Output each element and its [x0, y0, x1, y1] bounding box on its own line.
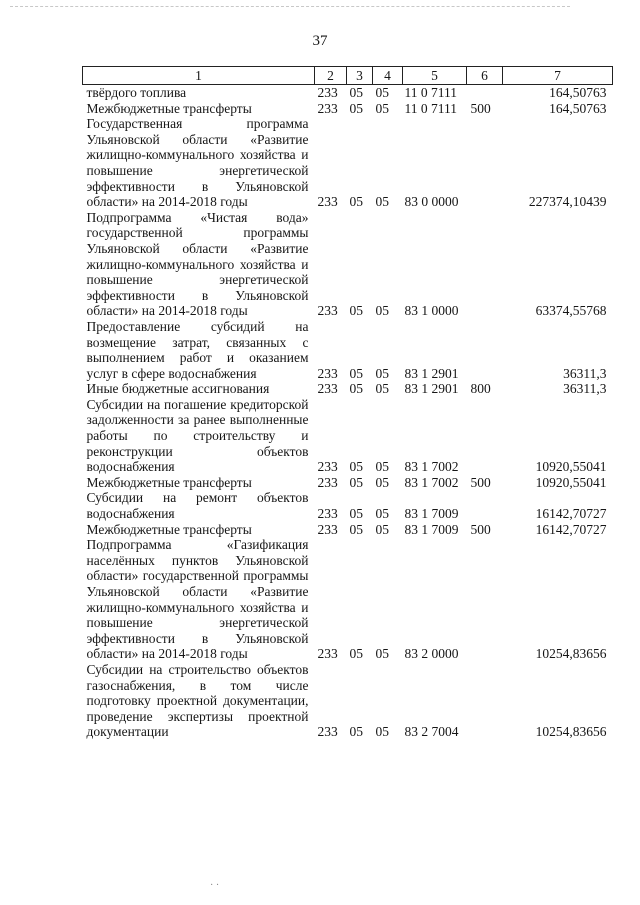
- row-code-4: 05: [375, 303, 389, 319]
- row-name: Межбюджетные трансферты: [86, 521, 252, 537]
- row-code-5: 83 1 2901: [404, 381, 459, 397]
- row-code-4: 05: [375, 506, 389, 522]
- row-name: Межбюджетные трансферты: [86, 474, 252, 490]
- row-code-2: 233: [317, 724, 338, 740]
- row-code-6: [467, 490, 503, 521]
- row-name: Иные бюджетные ассигнования: [86, 381, 270, 397]
- row-code-5: 83 2 7004: [404, 724, 459, 740]
- table-row: [83, 397, 613, 475]
- row-code-5: 83 1 2901: [404, 365, 459, 381]
- table-row: [83, 522, 613, 538]
- header-col-6: 6: [467, 67, 503, 85]
- row-amount: 36311,3: [563, 381, 607, 397]
- table-row: [83, 116, 613, 210]
- row-name: Подпрограмма «Чистая вода» государственной программы Ульяновской области «Развитие жилищно-коммунального хозяйства и повышение энергетической эффективности в Ульяновской области» на 2014-2018 годы: [86, 209, 309, 319]
- table-row: [83, 319, 613, 381]
- table-row: [83, 662, 613, 740]
- row-code-4: 05: [375, 100, 389, 116]
- row-name: Субсидии на погашение кредиторской задолженности за ранее выполненные работы по строительству и реконструкции объектов водоснабжения: [86, 396, 309, 475]
- row-code-6: 800: [470, 381, 491, 397]
- row-code-4: 05: [375, 194, 389, 210]
- row-code-4: 05: [375, 646, 389, 662]
- row-code-5: 83 1 7009: [404, 506, 459, 522]
- row-code-3: 05: [349, 521, 363, 537]
- table-row: [83, 537, 613, 662]
- row-code-4: 05: [375, 381, 389, 397]
- row-name: Субсидии на строительство объектов газоснабжения, в том числе подготовку проектной документации, проведение экспертизы проектной документации: [86, 661, 309, 740]
- row-code-6: [467, 85, 503, 101]
- row-code-6: [467, 662, 503, 740]
- table-row: [83, 381, 613, 397]
- header-col-5: 5: [403, 67, 467, 85]
- row-code-6: [467, 319, 503, 381]
- budget-table: [82, 66, 613, 740]
- table-row: [83, 210, 613, 319]
- row-code-3: 05: [349, 303, 363, 319]
- scan-top-rule: [10, 6, 570, 7]
- header-col-7: 7: [503, 67, 613, 85]
- row-code-3: 05: [349, 365, 363, 381]
- row-code-2: 233: [317, 521, 338, 537]
- row-code-6: 500: [470, 474, 491, 490]
- row-code-2: 233: [317, 100, 338, 116]
- row-code-4: 05: [375, 724, 389, 740]
- row-code-3: 05: [349, 459, 363, 475]
- header-col-3: 3: [347, 67, 373, 85]
- row-code-5: 83 1 7009: [404, 521, 459, 537]
- row-code-3: 05: [349, 100, 363, 116]
- row-code-4: 05: [375, 85, 389, 100]
- row-code-2: 233: [317, 474, 338, 490]
- row-code-6: [467, 537, 503, 662]
- row-amount: 16142,70727: [535, 521, 607, 537]
- scan-specks: · ·: [210, 880, 220, 891]
- header-col-4: 4: [373, 67, 403, 85]
- row-name: Предоставление субсидий на возмещение затрат, связанных с выполнением работ и оказанием услуг в сфере водоснабжения: [86, 318, 309, 381]
- row-code-3: 05: [349, 194, 363, 210]
- row-amount: 10920,55041: [535, 459, 607, 475]
- row-name: Субсидии на ремонт объектов водоснабжения: [86, 490, 309, 522]
- row-code-4: 05: [375, 521, 389, 537]
- row-code-3: 05: [349, 381, 363, 397]
- table-row: [83, 490, 613, 521]
- row-amount: 164,50763: [549, 100, 607, 116]
- row-code-2: 233: [317, 85, 338, 100]
- row-amount: 164,50763: [549, 85, 607, 100]
- table-header: [83, 67, 613, 85]
- row-code-2: 233: [317, 303, 338, 319]
- row-amount: 227374,10439: [528, 194, 607, 210]
- row-code-5: 83 1 0000: [404, 303, 459, 319]
- table-row: [83, 101, 613, 117]
- row-amount: 10254,83656: [535, 646, 607, 662]
- row-code-5: 83 1 7002: [404, 474, 459, 490]
- row-code-6: [467, 116, 503, 210]
- row-code-4: 05: [375, 365, 389, 381]
- table-body: [83, 85, 613, 740]
- row-code-2: 233: [317, 506, 338, 522]
- row-code-3: 05: [349, 724, 363, 740]
- row-code-5: 83 1 7002: [404, 459, 459, 475]
- row-code-2: 233: [317, 459, 338, 475]
- row-code-6: 500: [470, 100, 491, 116]
- row-code-5: 83 2 0000: [404, 646, 459, 662]
- header-col-1: 1: [83, 67, 315, 85]
- row-name: Межбюджетные трансферты: [86, 100, 252, 116]
- row-code-5: 11 0 7111: [404, 85, 457, 100]
- row-code-4: 05: [375, 474, 389, 490]
- row-code-6: [467, 210, 503, 319]
- row-code-5: 11 0 7111: [404, 100, 457, 116]
- page-number: 37: [312, 33, 328, 49]
- table-row: [83, 85, 613, 101]
- row-name: Государственная программа Ульяновской области «Развитие жилищно-коммунального хозяйства и повышение энергетической эффективности в Ульяновской области» на 2014-2018 годы: [86, 116, 309, 210]
- row-amount: 63374,55768: [535, 303, 607, 319]
- row-code-2: 233: [317, 646, 338, 662]
- row-code-6: [467, 397, 503, 475]
- row-code-3: 05: [349, 85, 363, 100]
- row-code-3: 05: [349, 506, 363, 522]
- row-code-6: 500: [470, 521, 491, 537]
- row-code-3: 05: [349, 646, 363, 662]
- row-amount: 36311,3: [563, 365, 607, 381]
- row-code-2: 233: [317, 194, 338, 210]
- row-code-2: 233: [317, 381, 338, 397]
- row-code-5: 83 0 0000: [404, 194, 459, 210]
- header-row: [83, 67, 613, 85]
- table-row: [83, 475, 613, 491]
- row-amount: 10254,83656: [535, 724, 607, 740]
- row-name: Подпрограмма «Газификация населённых пунктов Ульяновской области» государственной программы Ульяновской области «Развитие жилищно-коммунального хозяйства и повышение энергетической эффективности в Ульяновской области» на 2014-2018 годы: [86, 537, 309, 662]
- row-code-4: 05: [375, 459, 389, 475]
- header-col-2: 2: [315, 67, 347, 85]
- row-name: твёрдого топлива: [86, 85, 187, 100]
- row-code-3: 05: [349, 474, 363, 490]
- row-amount: 10920,55041: [535, 474, 607, 490]
- row-code-2: 233: [317, 365, 338, 381]
- row-amount: 16142,70727: [535, 506, 607, 522]
